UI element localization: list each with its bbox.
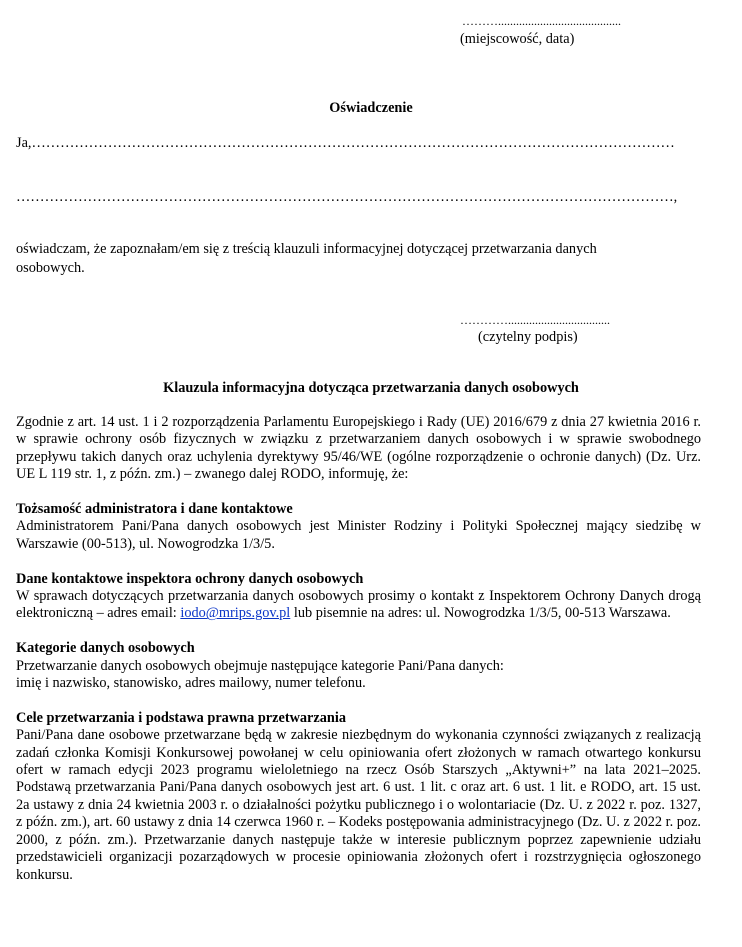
place-date-caption: (miejscowość, data) <box>460 31 575 47</box>
signature-field: ………….................................. <box>460 313 610 327</box>
section-heading-dpo: Dane kontaktowe inspektora ochrony danych osobowych <box>16 570 364 587</box>
section-text-purposes: Pani/Pana dane osobowe przetwarzane będą w zakresie niezbędnym do wykonania czynności związanych z realizacją zadań członka Komisji Konkursowej powołanej w celu opiniowania ofert złożonych w ramach otwartego konkursu ofert w ramach edycji 2023 programu wieloletniego na rzecz Osób Starszych „Aktywni+” na lata 2021–2025. Podstawą przetwarzania Pani/Pana danych osobowych jest art. 6 ust. 1 lit. c oraz art. 6 ust. 1 lit. e RODO, art. 15 ust. 2a ustawy z dnia 24 kwietnia 2003 r. o działalności pożytku publicznego i o wolontariacie (Dz. U. z 2022 r. poz. 1327, z późn. zm.), art. 60 ustawy z dnia 14 czerwca 1960 r. – Kodeks postępowania administracyjnego (Dz. U. z 2022 r. poz. 2000, z późn. zm.). Przetwarzanie danych następuje także w interesie publicznym poprzez zapewnienie udziału przedstawicieli organizacji pozarządowych w procesie opiniowania złożonych ofert i rozstrzygnięcia ogłoszonego konkursu. <box>16 727 701 883</box>
dpo-text-after: lub pisemnie na adres: ul. Nowogrodzka 1/3/5, 00-513 Warszawa. <box>290 605 671 622</box>
statement-title: Oświadczenie <box>329 100 413 116</box>
section-text-categories: Przetwarzanie danych osobowych obejmuje następujące kategorie Pani/Pana danych: <box>16 657 504 674</box>
declaration-text: oświadczam, że zapoznałam/em się z treścią klauzuli informacyjnej dotyczącej przetwarzania danych osobowych. <box>16 241 597 276</box>
section-heading-purposes: Cele przetwarzania i podstawa prawna przetwarzania <box>16 709 346 726</box>
dpo-text-before: W sprawach dotyczących przetwarzania danych osobowych prosimy o kontakt z Inspektorem Ochrony Danych drogą elektroniczną – adres email: <box>16 588 701 622</box>
section-text-categories-list: imię i nazwisko, stanowisko, adres mailowy, numer telefonu. <box>16 675 366 692</box>
signature-caption: (czytelny podpis) <box>478 329 578 345</box>
section-text-administrator: Administratorem Pani/Pana danych osobowych jest Minister Rodziny i Polityki Społecznej mający siedzibę w Warszawie (00-513), ul. Nowogrodzka 1/3/5. <box>16 518 701 552</box>
section-heading-administrator: Tożsamość administratora i dane kontaktowe <box>16 501 293 518</box>
place-date-field: ………......................................... <box>462 14 621 28</box>
section-heading-categories: Kategorie danych osobowych <box>16 640 195 657</box>
dpo-email-link[interactable]: iodo@mrips.gov.pl <box>180 605 291 622</box>
clause-body <box>16 414 701 884</box>
clause-intro: Zgodnie z art. 14 ust. 1 i 2 rozporządzenia Parlamentu Europejskiego i Rady (UE) 2016/679 z dnia 27 kwietnia 2016 r. w sprawie ochrony osób fizycznych w związku z przetwarzaniem danych osobowych i w sprawie swobodnego przepływu takich danych oraz uchylenia dyrektywy 95/46/WE (ogólne rozporządzenie o ochronie danych) (Dz. Urz. UE L 119 str. 1, z późn. zm.) – zwanego dalej RODO, informuję, że: <box>16 414 701 483</box>
name-fill-line: Ja,……………………………………………………………………………………………………………………… <box>16 135 675 151</box>
section-text-dpo <box>16 588 701 623</box>
clause-title: Klauzula informacyjna dotycząca przetwarzania danych osobowych <box>163 380 579 396</box>
address-fill-line: …………………………………………………………………………………………………………………………, <box>16 189 678 205</box>
